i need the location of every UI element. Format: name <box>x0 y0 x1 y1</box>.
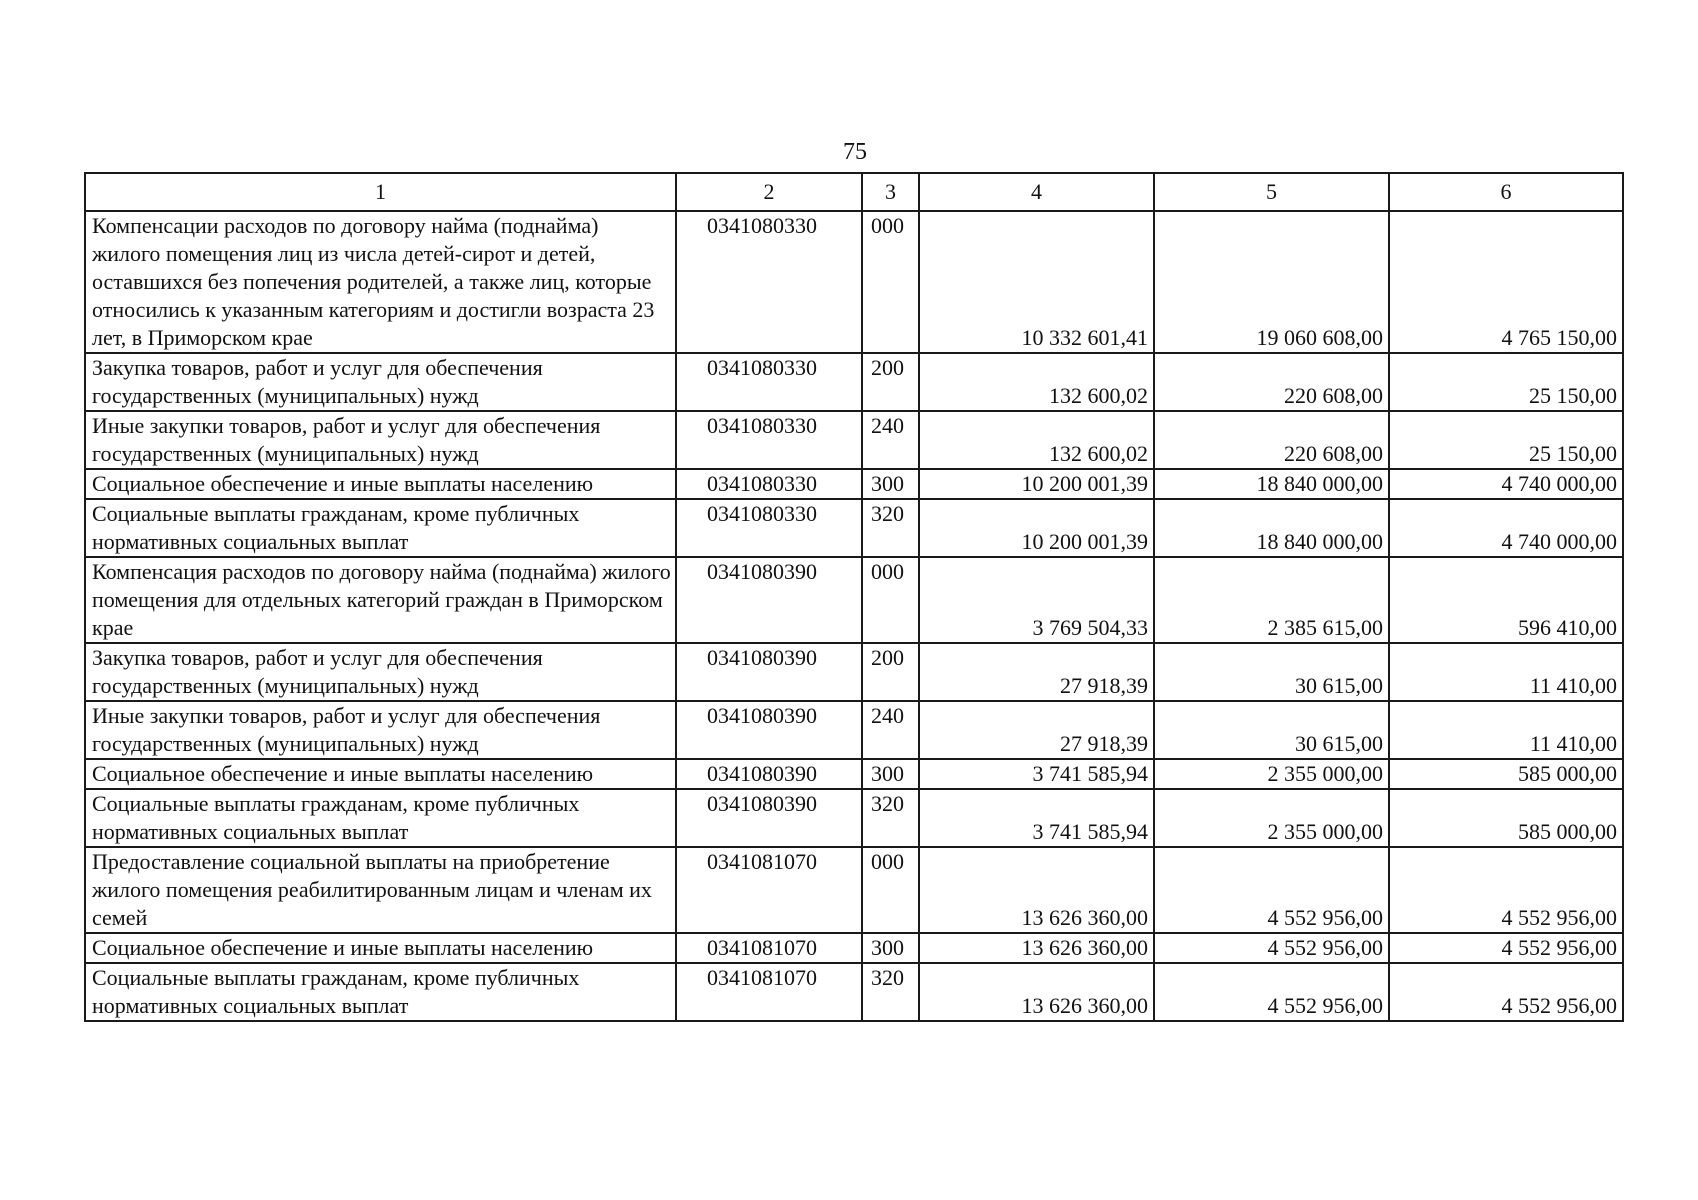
row-amount-col4: 13 626 360,00 <box>919 847 1154 933</box>
row-description: Закупка товаров, работ и услуг для обеспечения государственных (муниципальных) нужд <box>85 353 676 411</box>
row-amount-col4: 10 332 601,41 <box>919 211 1154 353</box>
row-amount-col6: 4 552 956,00 <box>1389 847 1623 933</box>
table-row <box>85 847 1623 933</box>
column-header-2: 2 <box>676 173 862 211</box>
row-description: Предоставление социальной выплаты на приобретение жилого помещения реабилитированным лицам и членам их семей <box>85 847 676 933</box>
row-amount-col5: 4 552 956,00 <box>1154 847 1389 933</box>
row-expense-type: 320 <box>862 789 919 847</box>
table-row <box>85 963 1623 1021</box>
table-row <box>85 933 1623 963</box>
table-row <box>85 643 1623 701</box>
row-amount-col6: 25 150,00 <box>1389 353 1623 411</box>
row-expense-type: 000 <box>862 557 919 643</box>
row-description: Иные закупки товаров, работ и услуг для обеспечения государственных (муниципальных) нужд <box>85 701 676 759</box>
row-code: 0341080390 <box>676 759 862 789</box>
row-amount-col5: 4 552 956,00 <box>1154 963 1389 1021</box>
row-amount-col4: 10 200 001,39 <box>919 499 1154 557</box>
row-code: 0341080330 <box>676 353 862 411</box>
row-amount-col5: 18 840 000,00 <box>1154 469 1389 499</box>
row-amount-col6: 4 552 956,00 <box>1389 963 1623 1021</box>
row-amount-col5: 19 060 608,00 <box>1154 211 1389 353</box>
column-header-5: 5 <box>1154 173 1389 211</box>
row-amount-col6: 4 765 150,00 <box>1389 211 1623 353</box>
row-code: 0341080330 <box>676 411 862 469</box>
row-code: 0341080390 <box>676 643 862 701</box>
row-description: Социальное обеспечение и иные выплаты населению <box>85 933 676 963</box>
row-code: 0341080330 <box>676 499 862 557</box>
row-amount-col6: 596 410,00 <box>1389 557 1623 643</box>
column-header-4: 4 <box>919 173 1154 211</box>
row-expense-type: 320 <box>862 963 919 1021</box>
row-expense-type: 000 <box>862 847 919 933</box>
table-row <box>85 499 1623 557</box>
row-expense-type: 300 <box>862 933 919 963</box>
row-expense-type: 320 <box>862 499 919 557</box>
page-number: 75 <box>843 139 867 165</box>
row-amount-col5: 4 552 956,00 <box>1154 933 1389 963</box>
row-amount-col6: 11 410,00 <box>1389 701 1623 759</box>
row-code: 0341080390 <box>676 557 862 643</box>
table-row <box>85 211 1623 353</box>
row-description: Социальные выплаты гражданам, кроме публичных нормативных социальных выплат <box>85 963 676 1021</box>
column-header-3: 3 <box>862 173 919 211</box>
row-code: 0341081070 <box>676 933 862 963</box>
row-description: Компенсация расходов по договору найма (поднайма) жилого помещения для отдельных категорий граждан в Приморском крае <box>85 557 676 643</box>
row-description: Социальное обеспечение и иные выплаты населению <box>85 759 676 789</box>
column-header-6: 6 <box>1389 173 1623 211</box>
row-expense-type: 240 <box>862 411 919 469</box>
row-expense-type: 000 <box>862 211 919 353</box>
row-amount-col6: 585 000,00 <box>1389 789 1623 847</box>
row-amount-col5: 30 615,00 <box>1154 701 1389 759</box>
row-amount-col4: 3 741 585,94 <box>919 789 1154 847</box>
table-row <box>85 701 1623 759</box>
row-amount-col6: 4 552 956,00 <box>1389 933 1623 963</box>
row-code: 0341081070 <box>676 963 862 1021</box>
table-row <box>85 469 1623 499</box>
row-amount-col6: 585 000,00 <box>1389 759 1623 789</box>
row-amount-col4: 3 741 585,94 <box>919 759 1154 789</box>
row-amount-col5: 2 355 000,00 <box>1154 759 1389 789</box>
row-amount-col6: 4 740 000,00 <box>1389 469 1623 499</box>
row-description: Компенсации расходов по договору найма (поднайма) жилого помещения лиц из числа детей-сирот и детей, оставшихся без попечения родителей, а также лиц, которые относились к указанным категориям и достигли возраста 23 лет, в Приморском крае <box>85 211 676 353</box>
row-amount-col5: 18 840 000,00 <box>1154 499 1389 557</box>
row-code: 0341080390 <box>676 789 862 847</box>
row-amount-col5: 220 608,00 <box>1154 353 1389 411</box>
row-amount-col4: 3 769 504,33 <box>919 557 1154 643</box>
row-expense-type: 300 <box>862 759 919 789</box>
row-description: Социальные выплаты гражданам, кроме публичных нормативных социальных выплат <box>85 499 676 557</box>
row-description: Закупка товаров, работ и услуг для обеспечения государственных (муниципальных) нужд <box>85 643 676 701</box>
row-expense-type: 200 <box>862 643 919 701</box>
row-amount-col4: 13 626 360,00 <box>919 963 1154 1021</box>
table-row <box>85 789 1623 847</box>
row-amount-col4: 10 200 001,39 <box>919 469 1154 499</box>
row-expense-type: 240 <box>862 701 919 759</box>
row-expense-type: 300 <box>862 469 919 499</box>
table-header-row <box>85 173 1623 211</box>
table-row <box>85 557 1623 643</box>
budget-table <box>84 172 1624 1022</box>
row-amount-col5: 220 608,00 <box>1154 411 1389 469</box>
column-header-1: 1 <box>85 173 676 211</box>
row-amount-col4: 132 600,02 <box>919 353 1154 411</box>
row-amount-col6: 11 410,00 <box>1389 643 1623 701</box>
table-row <box>85 411 1623 469</box>
row-amount-col5: 30 615,00 <box>1154 643 1389 701</box>
row-description: Иные закупки товаров, работ и услуг для обеспечения государственных (муниципальных) нужд <box>85 411 676 469</box>
row-amount-col4: 132 600,02 <box>919 411 1154 469</box>
row-amount-col5: 2 385 615,00 <box>1154 557 1389 643</box>
row-description: Социальные выплаты гражданам, кроме публичных нормативных социальных выплат <box>85 789 676 847</box>
row-amount-col5: 2 355 000,00 <box>1154 789 1389 847</box>
row-code: 0341080330 <box>676 469 862 499</box>
row-amount-col6: 4 740 000,00 <box>1389 499 1623 557</box>
row-description: Социальное обеспечение и иные выплаты населению <box>85 469 676 499</box>
row-code: 0341081070 <box>676 847 862 933</box>
row-code: 0341080390 <box>676 701 862 759</box>
row-amount-col4: 27 918,39 <box>919 643 1154 701</box>
row-amount-col6: 25 150,00 <box>1389 411 1623 469</box>
row-amount-col4: 27 918,39 <box>919 701 1154 759</box>
table-row <box>85 759 1623 789</box>
table-row <box>85 353 1623 411</box>
row-amount-col4: 13 626 360,00 <box>919 933 1154 963</box>
row-code: 0341080330 <box>676 211 862 353</box>
row-expense-type: 200 <box>862 353 919 411</box>
